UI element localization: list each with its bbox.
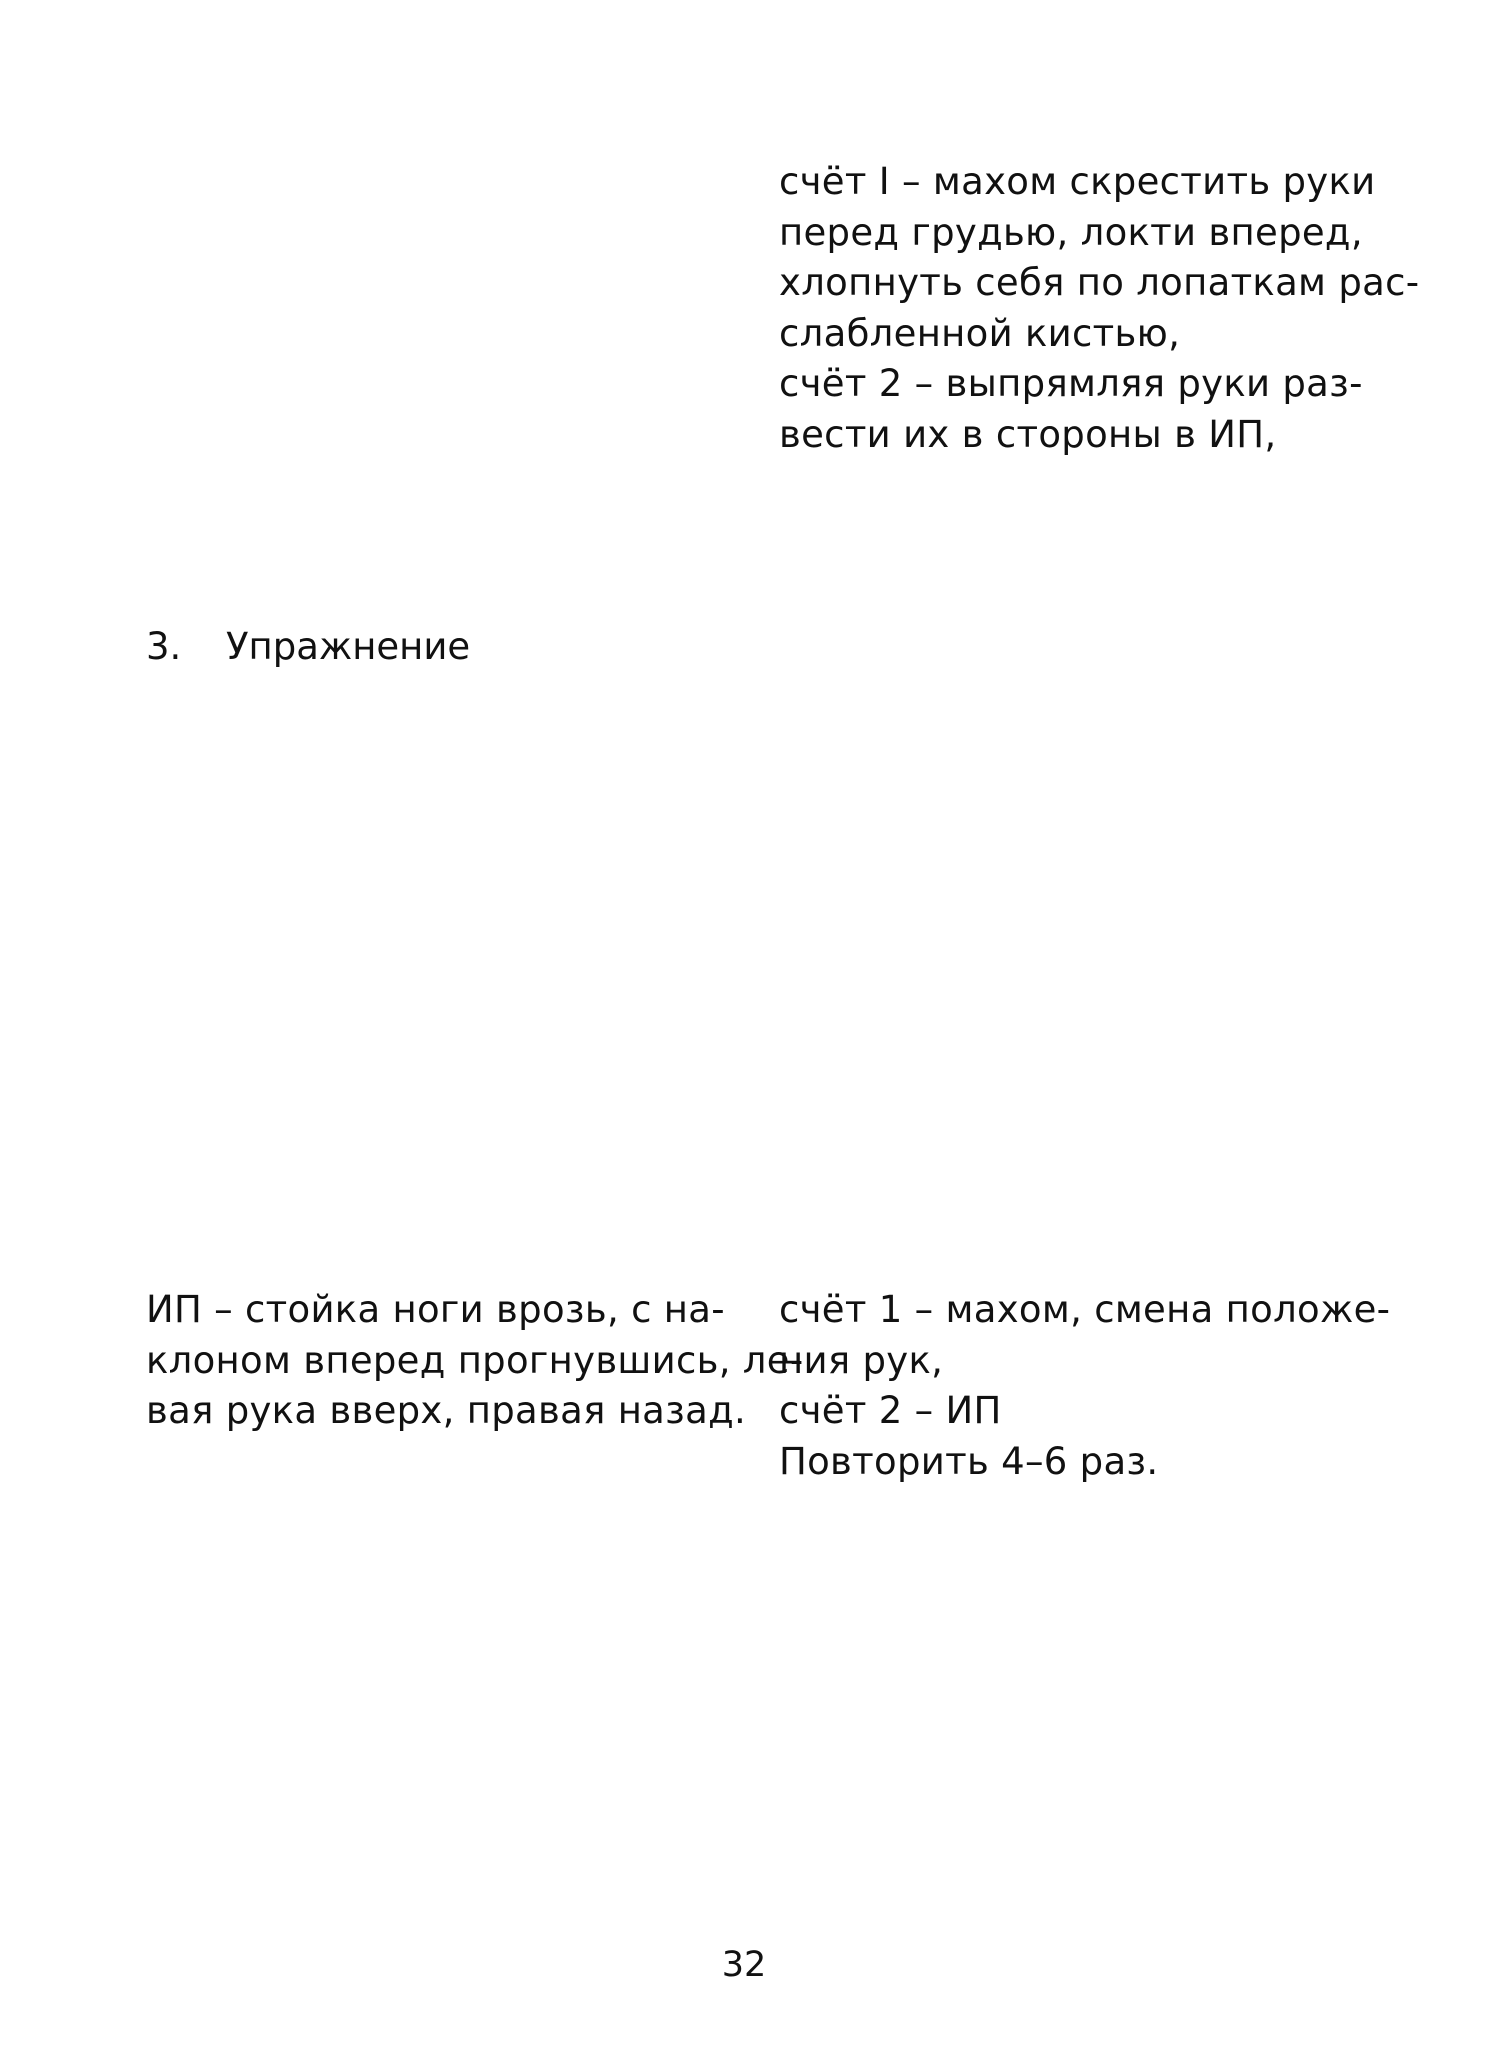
text-line: счёт 2 – выпрямляя руки раз- <box>779 362 1363 405</box>
text-line: ИП – стойка ноги врозь, с на- <box>146 1288 725 1331</box>
exercise-3-instructions <box>779 1285 1391 1487</box>
text-line: счёт 1 – махом, смена положе- <box>779 1288 1391 1331</box>
text-line: перед грудью, локти вперед, <box>779 210 1363 254</box>
text-line: вести их в стороны в ИП, <box>779 412 1277 456</box>
text-line: хлопнуть себя по лопаткам рас- <box>779 261 1420 304</box>
section-number: 3. <box>146 625 182 668</box>
starting-position-text <box>146 1285 804 1437</box>
section-title: Упражнение <box>226 625 471 668</box>
exercise-3-heading <box>146 622 470 672</box>
page-number: 32 <box>721 1945 767 1985</box>
exercise-2-instructions <box>779 157 1420 460</box>
text-line: счёт I – махом скрестить руки <box>779 160 1376 203</box>
text-line: клоном вперед прогнувшись, ле- <box>146 1338 804 1382</box>
text-line: слабленной кистью, <box>779 311 1181 355</box>
text-line: вая рука вверх, правая назад. <box>146 1389 747 1432</box>
text-line: Повторить 4–6 раз. <box>779 1439 1159 1483</box>
text-line: счёт 2 – ИП <box>779 1389 1002 1432</box>
text-line: ния рук, <box>779 1338 944 1382</box>
